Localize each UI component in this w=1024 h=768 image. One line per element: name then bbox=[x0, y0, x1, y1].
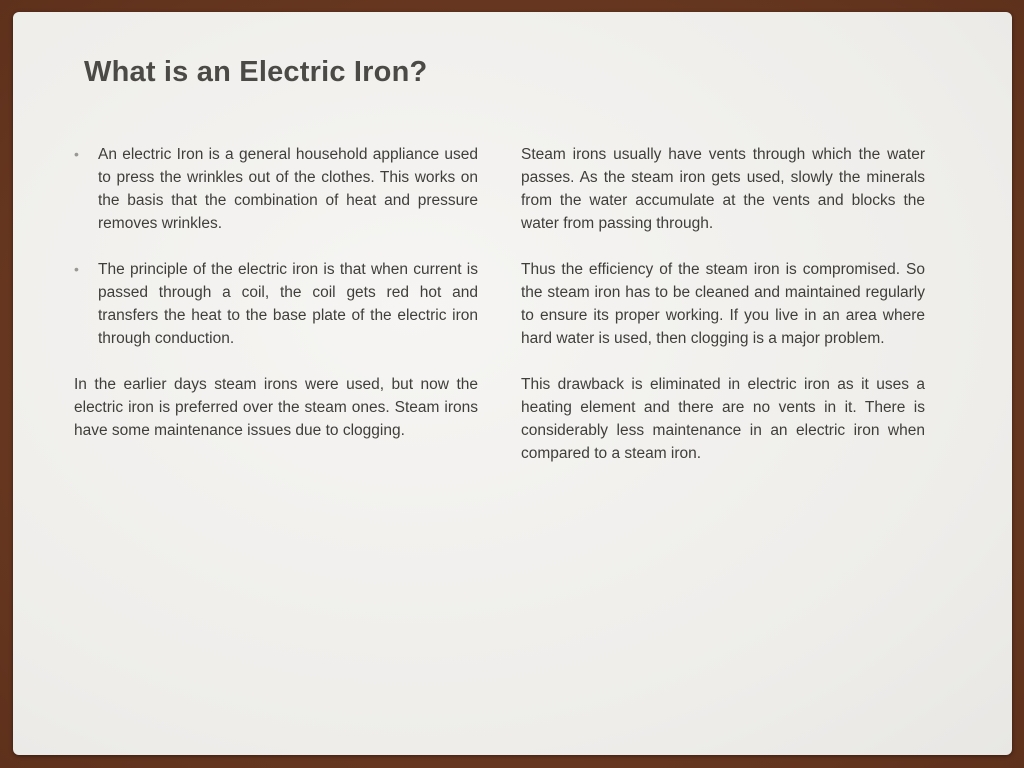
right-paragraph: Thus the efficiency of the steam iron is compromised. So the steam iron has to be cleaned and maintained regularly to ensure its proper working. If you live in an area where hard water is used, then clogging is a major problem. bbox=[521, 261, 925, 347]
left-column bbox=[74, 143, 478, 465]
bullet-dot-icon: • bbox=[74, 261, 79, 277]
bullet-list bbox=[74, 143, 478, 350]
bullet-text: The principle of the electric iron is that when current is passed through a coil, the coil gets red hot and transfers the heat to the base plate of the electric iron through conduction. bbox=[98, 261, 478, 347]
left-paragraph: In the earlier days steam irons were used, but now the electric iron is preferred over the steam ones. Steam irons have some maintenance issues due to clogging. bbox=[74, 376, 478, 439]
bullet-text: An electric Iron is a general household appliance used to press the wrinkles out of the clothes. This works on the basis that the combination of heat and pressure removes wrinkles. bbox=[98, 146, 478, 232]
right-column bbox=[521, 143, 925, 488]
bullet-dot-icon: • bbox=[74, 146, 79, 162]
right-paragraph: Steam irons usually have vents through which the water passes. As the steam iron gets used, slowly the minerals from the water accumulate at the vents and blocks the water from passing through. bbox=[521, 146, 925, 232]
slide-title: What is an Electric Iron? bbox=[84, 56, 428, 88]
right-paragraph: This drawback is eliminated in electric iron as it uses a heating element and there are no vents in it. There is considerably less maintenance in an electric iron when compared to a steam iron. bbox=[521, 376, 925, 462]
bullet-item bbox=[74, 143, 478, 235]
slide bbox=[13, 12, 1012, 755]
bullet-item bbox=[74, 258, 478, 350]
